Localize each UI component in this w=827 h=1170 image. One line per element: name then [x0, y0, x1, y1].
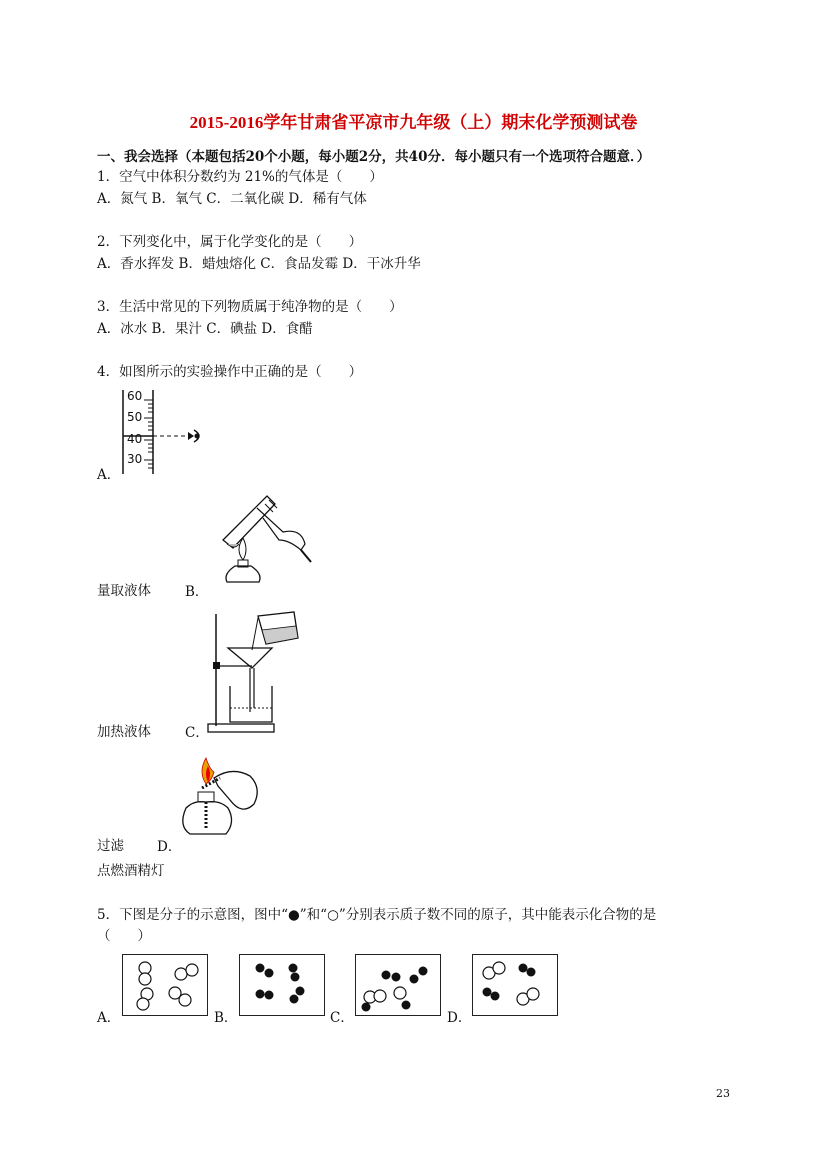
option-d-caption: 点燃酒精灯	[97, 863, 165, 879]
question-3-stem: 3．生活中常见的下列物质属于纯净物的是（ ）	[97, 299, 403, 315]
tick-label-30: 30	[127, 452, 143, 466]
question-2-stem: 2．下列变化中，属于化学变化的是（ ）	[97, 234, 363, 250]
q5-option-c-label: C．	[330, 1010, 354, 1026]
option-c-label: C．	[185, 725, 209, 741]
option-c-caption: 过滤	[97, 838, 124, 854]
alcohol-lamp-figure	[172, 756, 267, 838]
test-tube-heating-figure	[205, 488, 320, 588]
page-number: 23	[716, 1087, 730, 1100]
filtration-figure	[208, 604, 308, 736]
q5-option-a-label: A．	[97, 1010, 121, 1026]
question-3-options: A．冰水 B．果汁 C．碘盐 D．食醋	[97, 321, 313, 337]
option-a-label: A．	[97, 467, 121, 483]
option-b-caption: 加热液体	[97, 724, 151, 740]
tick-label-60: 60	[127, 389, 143, 403]
tick-label-50: 50	[127, 410, 143, 424]
section-heading: 一、我会选择（本题包括20个小题，每小题2分，共40分．每小题只有一个选项符合题意．）	[97, 149, 651, 165]
tick-label-40: 40	[127, 432, 143, 446]
question-1-stem: 1．空气中体积分数约为 21%的气体是（ ）	[97, 169, 383, 185]
question-2-options: A．香水挥发 B．蜡烛熔化 C．食品发霉 D．干冰升华	[97, 256, 421, 272]
q5-option-d-label: D．	[447, 1010, 472, 1026]
option-d-label: D．	[157, 839, 182, 855]
question-4-stem: 4．如图所示的实验操作中正确的是（ ）	[97, 364, 363, 380]
q5-option-b-label: B．	[214, 1010, 238, 1026]
question-5-stem-continued: （ ）	[97, 928, 151, 944]
page-title: 2015-2016学年甘肃省平凉市九年级（上）期末化学预测试卷	[189, 113, 638, 132]
q5-molecule-box-d	[472, 954, 558, 1016]
question-1-options: A．氮气 B．氧气 C．二氧化碳 D．稀有气体	[97, 191, 367, 207]
q5-molecule-box-c	[355, 954, 441, 1016]
q5-molecule-box-a	[122, 954, 208, 1016]
option-a-caption: 量取液体	[97, 583, 151, 599]
question-5-stem: 5．下图是分子的示意图，图中“●”和“○”分别表示质子数不同的原子，其中能表示化合物的是	[97, 907, 657, 923]
q5-molecule-box-b	[239, 954, 325, 1016]
option-b-label: B．	[185, 584, 209, 600]
